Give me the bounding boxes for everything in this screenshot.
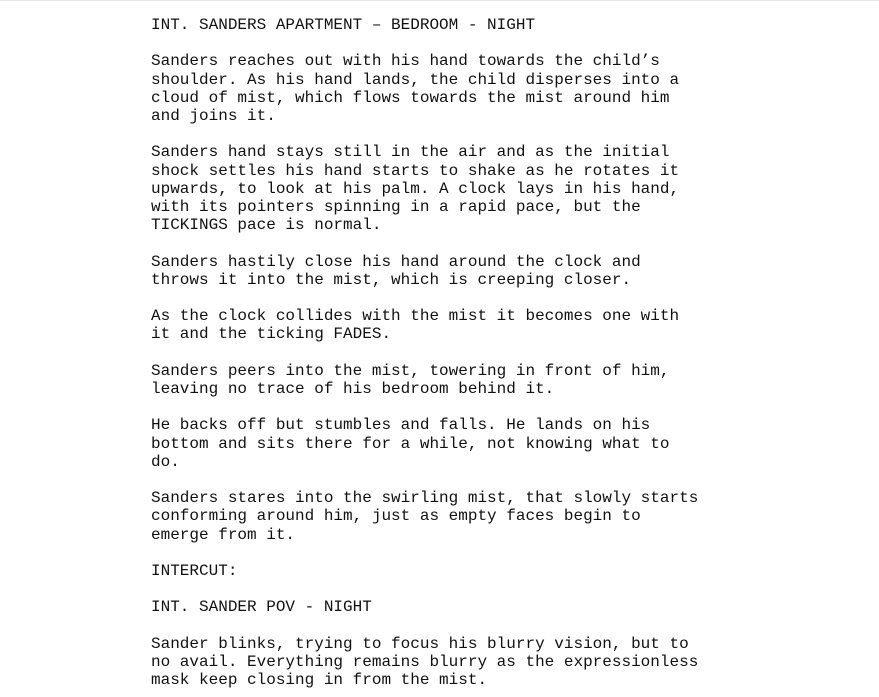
scene-heading: INT. SANDERS APARTMENT – BEDROOM - NIGHT (151, 16, 536, 34)
action-paragraph: Sanders hastily close his hand around the clock and throws it into the mist, which is creeping closer. (151, 252, 641, 289)
action-paragraph: Sanders hand stays still in the air and as the initial shock settles his hand starts to shake as he rotates it upwards, to look at his palm. A clock lays in his hand, with its pointers spinning in a rapid pace, but the TICKINGS pace is normal. (151, 143, 680, 235)
action-paragraph: Sanders stares into the swirling mist, that slowly starts conforming around him, just as empty faces begin to emerge from it. (151, 489, 699, 544)
action-paragraph: Sanders reaches out with his hand towards the child’s shoulder. As his hand lands, the child disperses into a cloud of mist, which flows towards the mist around him and joins it. (151, 52, 680, 125)
action-paragraph: He backs off but stumbles and falls. He lands on his bottom and sits there for a while, not knowing what to do. (151, 416, 670, 471)
scene-heading: INT. SANDER POV - NIGHT (151, 598, 372, 617)
action-paragraph: Sanders peers into the mist, towering in front of him, leaving no trace of his bedroom behind it. (151, 361, 670, 398)
screenplay-text (151, 16, 851, 689)
action-paragraph: Sander blinks, trying to focus his blurry vision, but to no avail. Everything remains blurry as the expressionless mask keep closing in from the mist. (151, 634, 699, 690)
action-paragraph: As the clock collides with the mist it becomes one with it and the ticking FADES. (151, 307, 680, 344)
transition: INTERCUT: (151, 561, 238, 580)
